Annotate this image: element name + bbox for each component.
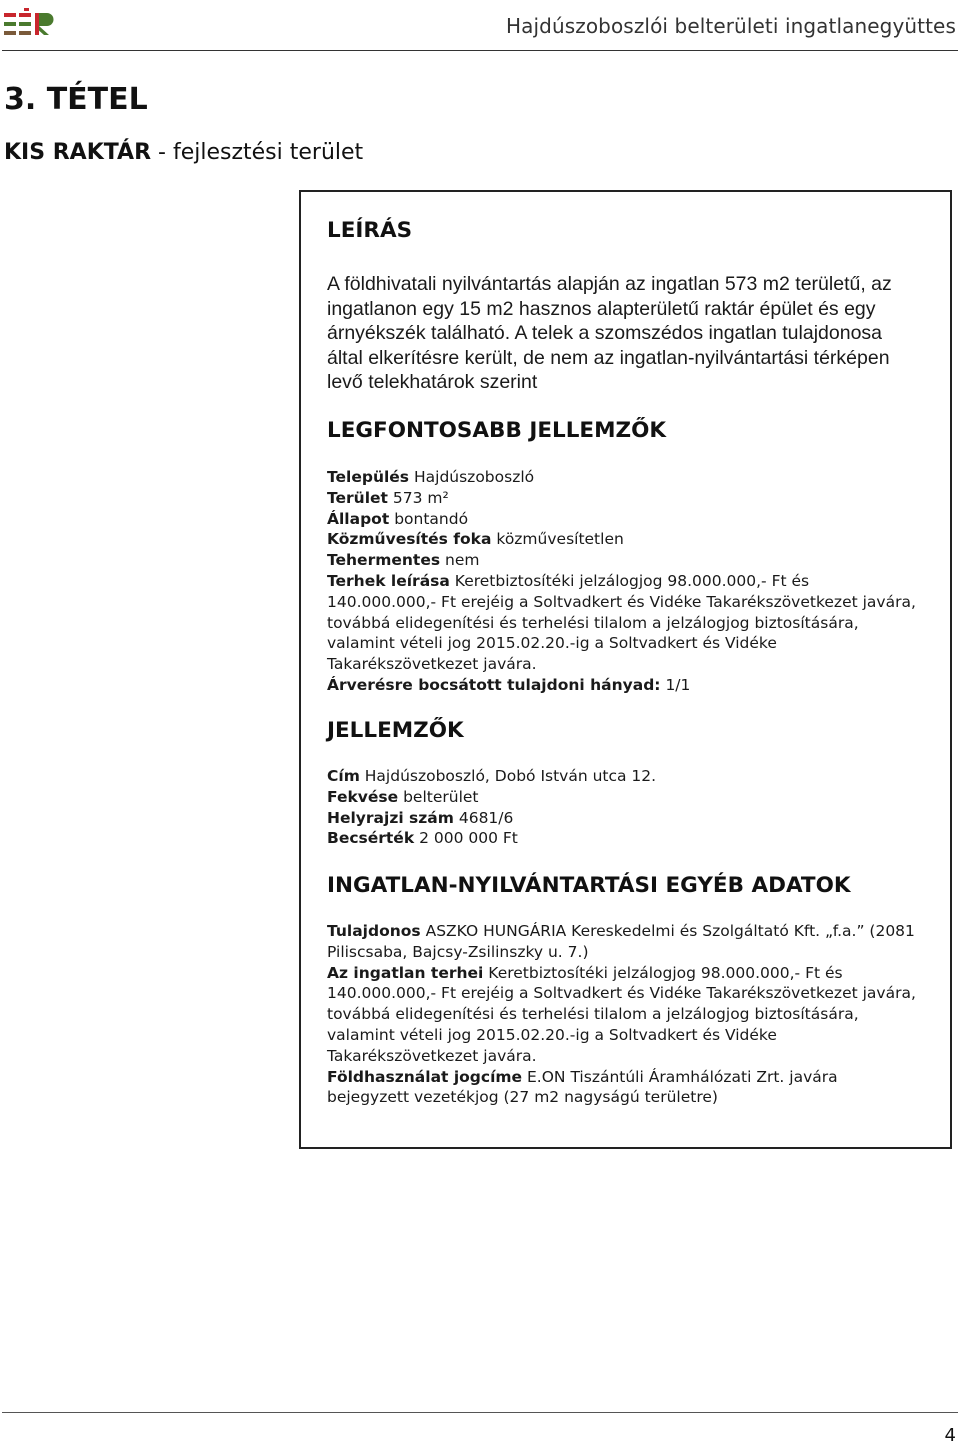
feature-row (327, 828, 917, 849)
feature-label: Fekvése (327, 787, 399, 806)
registry-value: E.ON Tiszántúli Áramhálózati Zrt. javára bejegyzett vezetékjog (27 m2 nagyságú területre) (327, 1067, 838, 1107)
registry-label: Tulajdonos (327, 922, 421, 940)
registry-row (327, 963, 917, 1067)
feature-row (327, 808, 917, 829)
feature-label: Közművesítés foka (327, 530, 492, 549)
registry-list (327, 921, 917, 1108)
feature-value: nem (445, 551, 480, 570)
feature-value: 1/1 (665, 675, 691, 694)
eer-logo (4, 8, 56, 40)
description-text: A földhivatali nyilvántartás alapján az ingatlan 573 m2 területű, az ingatlanon egy 15 m2 hasznos alapterületű raktár épület és egy árnyékszék található. A telek a szomszédos ingatlan tulajdonosa által elkerítésre került, de nem az ingatlan-nyilvántartási térképen levő telekhatárok szerint (327, 273, 892, 393)
property-details-box (299, 190, 952, 1149)
feature-row (327, 787, 917, 808)
feature-row (327, 488, 917, 509)
feature-label: Becsérték (327, 829, 415, 848)
feature-label: Település (327, 468, 410, 486)
feature-row (327, 509, 917, 530)
registry-label: Az ingatlan terhei (327, 963, 484, 982)
feature-row (327, 571, 917, 675)
feature-row (327, 467, 917, 488)
feature-label: Cím (327, 767, 360, 785)
feature-value: belterület (403, 787, 479, 806)
registry-value: Keretbiztosítéki jelzálogjog 98.000.000,- Ft és 140.000.000,- Ft erejéig a Soltvadkert és Vidéke Takarékszövetkezet javára, továbbá elidegenítési és terhelési tilalom a jelzálogjog biztosítására, valamint vételi jog 2015.02.20.-ig a Soltvadkert és Vidéke Takarékszövetkezet javára. (327, 963, 916, 1065)
key-features-list (327, 467, 917, 696)
feature-label: Terület (327, 488, 388, 507)
header-divider (2, 50, 958, 51)
registry-heading: INGATLAN-NYILVÁNTARTÁSI EGYÉB ADATOK (327, 873, 851, 898)
feature-value: közművesítetlen (496, 530, 624, 549)
registry-row (327, 1067, 917, 1109)
feature-value: Hajdúszoboszló, Dobó István utca 12. (364, 767, 657, 785)
lot-number-title: 3. TÉTEL (4, 82, 148, 117)
page-number: 4 (944, 1425, 956, 1446)
feature-label: Árverésre bocsátott tulajdoni hányad: (327, 675, 661, 694)
feature-row (327, 766, 917, 787)
feature-value: bontandó (394, 509, 469, 528)
registry-row (327, 921, 917, 963)
feature-label: Helyrajzi szám (327, 808, 454, 827)
feature-value: 4681/6 (458, 808, 514, 827)
features-list (327, 766, 917, 849)
feature-value: Hajdúszoboszló (413, 468, 535, 486)
feature-value: 2 000 000 Ft (419, 829, 518, 848)
features-heading: JELLEMZŐK (327, 718, 464, 743)
feature-label: Tehermentes (327, 551, 441, 570)
feature-row (327, 529, 917, 550)
feature-value: 573 m² (392, 488, 449, 507)
lot-subtitle-rest: - fejlesztési terület (151, 140, 364, 165)
description-heading: LEÍRÁS (327, 218, 413, 243)
document-header-title: Hajdúszoboszlói belterületi ingatlanegyüttes (506, 14, 956, 38)
footer-divider (2, 1412, 958, 1413)
registry-label: Földhasználat jogcíme (327, 1067, 523, 1086)
feature-value: Keretbiztosítéki jelzálogjog 98.000.000,- Ft és 140.000.000,- Ft erejéig a Soltvadkert és Vidéke Takarékszövetkezet javára, továbbá elidegenítési és terhelési tilalom a jelzálogjog biztosítására, valamint vételi jog 2015.02.20.-ig a Soltvadkert és Vidéke Takarékszövetkezet javára. (327, 571, 916, 674)
feature-label: Terhek leírása (327, 571, 450, 590)
lot-subtitle (4, 140, 363, 165)
registry-value: ASZKO HUNGÁRIA Kereskedelmi és Szolgáltató Kft. „f.a.” (2081 Piliscsaba, Bajcsy-Zsilinszky u. 7.) (327, 922, 915, 961)
feature-row (327, 675, 917, 696)
feature-row (327, 550, 917, 571)
feature-label: Állapot (327, 509, 390, 528)
lot-subtitle-bold: KIS RAKTÁR (4, 140, 152, 165)
key-features-heading: LEGFONTOSABB JELLEMZŐK (327, 418, 667, 443)
